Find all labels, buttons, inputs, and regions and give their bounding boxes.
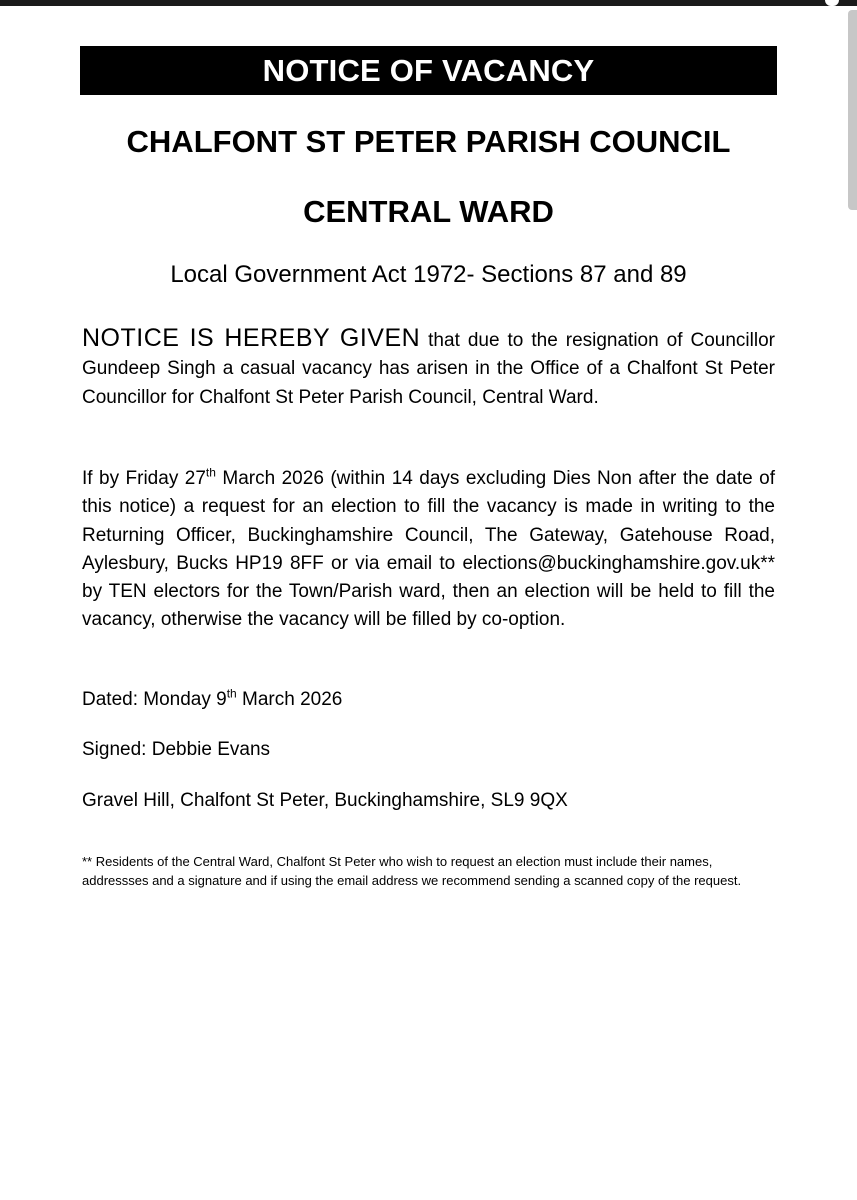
dated-rest: March 2026 — [236, 689, 343, 710]
dated-line — [82, 686, 342, 714]
notice-body: that due to the resignation of Councillor Gundeep Singh a casual vacancy has arisen in the Office of a Chalfont St Peter Councillor for Chalfont St Peter Parish Council, Central Ward. — [82, 330, 775, 408]
notice-banner — [80, 46, 777, 95]
council-heading: CHALFONT ST PETER PARISH COUNCIL — [126, 124, 731, 159]
dated-suffix: th — [226, 686, 237, 701]
top-edge-bar — [0, 0, 857, 6]
request-paragraph — [82, 465, 775, 635]
address-line: Gravel Hill, Chalfont St Peter, Buckinghamshire, SL9 9QX — [82, 790, 568, 811]
ward-heading: CENTRAL WARD — [303, 194, 554, 229]
act-subheading: Local Government Act 1972- Sections 87 and 89 — [170, 261, 687, 288]
request-prefix: If by Friday 27 — [82, 468, 206, 489]
banner-title: NOTICE OF VACANCY — [262, 53, 595, 88]
dated-prefix: Dated: Monday 9 — [82, 689, 227, 710]
notice-lead: NOTICE IS HEREBY GIVEN — [82, 324, 421, 352]
request-date-suffix: th — [205, 465, 216, 480]
signed-line: Signed: Debbie Evans — [82, 739, 271, 760]
request-body: March 2026 (within 14 days excluding Dies Non after the date of this notice) a request for an election to fill the vacancy is made in writing to the Returning Officer, Buckinghamshire Council, The Gateway, Gatehouse Road, Aylesbury, Bucks HP19 8FF or via email to elections@buckinghamshire.gov.uk** by TEN electors for the Town/Parish ward, then an election will be held to fill the vacancy, otherwise the vacancy will be filled by co-option. — [82, 468, 775, 631]
scrollbar-thumb[interactable] — [848, 10, 857, 210]
footnote: ** Residents of the Central Ward, Chalfont St Peter who wish to request an election must include their names, addressses and a signature and if using the email address we recommend sending a scanned copy of the request. — [82, 854, 742, 888]
notice-paragraph — [82, 324, 775, 412]
